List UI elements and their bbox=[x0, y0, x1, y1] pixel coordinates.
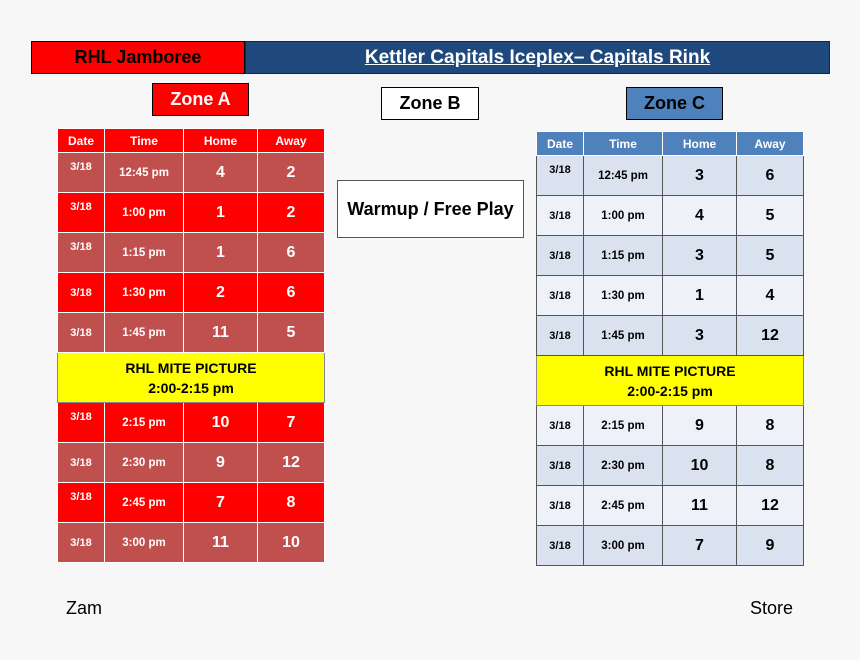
date-cell: 3/18 bbox=[537, 526, 584, 566]
date-cell: 3/18 bbox=[537, 446, 584, 486]
home-team-cell: 4 bbox=[663, 196, 737, 236]
rink-title: Kettler Capitals Iceplex– Capitals Rink bbox=[245, 41, 830, 74]
home-team-cell: 1 bbox=[184, 193, 258, 233]
away-team-cell: 8 bbox=[737, 406, 804, 446]
banner-time: 2:00-2:15 pm bbox=[148, 379, 234, 396]
away-team-cell: 6 bbox=[258, 233, 325, 273]
table-row bbox=[537, 316, 804, 356]
away-team-cell: 8 bbox=[737, 446, 804, 486]
zone-c-label: Zone C bbox=[626, 87, 723, 120]
home-team-cell: 3 bbox=[663, 236, 737, 276]
column-header-date: Date bbox=[537, 132, 584, 156]
date-cell: 3/18 bbox=[537, 316, 584, 356]
away-team-cell: 6 bbox=[258, 273, 325, 313]
table-row bbox=[58, 273, 325, 313]
table-row bbox=[58, 523, 325, 563]
home-team-cell: 7 bbox=[663, 526, 737, 566]
column-header-away: Away bbox=[258, 129, 325, 153]
away-team-cell: 9 bbox=[737, 526, 804, 566]
away-team-cell: 12 bbox=[737, 486, 804, 526]
date-cell: 3/18 bbox=[58, 483, 105, 523]
event-title: RHL Jamboree bbox=[31, 41, 245, 74]
time-cell: 1:15 pm bbox=[105, 233, 184, 273]
home-team-cell: 2 bbox=[184, 273, 258, 313]
away-team-cell: 2 bbox=[258, 153, 325, 193]
time-cell: 3:00 pm bbox=[105, 523, 184, 563]
zone-b-label: Zone B bbox=[381, 87, 479, 120]
table-row bbox=[58, 483, 325, 523]
date-cell: 3/18 bbox=[58, 523, 105, 563]
column-header-home: Home bbox=[184, 129, 258, 153]
zamboni-label: Zam bbox=[66, 598, 102, 618]
time-cell: 1:00 pm bbox=[584, 196, 663, 236]
column-header-time: Time bbox=[584, 132, 663, 156]
away-team-cell: 7 bbox=[258, 403, 325, 443]
time-cell: 3:00 pm bbox=[584, 526, 663, 566]
table-row bbox=[537, 406, 804, 446]
zone-a-label: Zone A bbox=[152, 83, 249, 116]
home-team-cell: 9 bbox=[184, 443, 258, 483]
away-team-cell: 12 bbox=[737, 316, 804, 356]
time-cell: 1:45 pm bbox=[105, 313, 184, 353]
away-team-cell: 6 bbox=[737, 156, 804, 196]
table-row bbox=[537, 236, 804, 276]
picture-break-row bbox=[58, 353, 325, 403]
home-team-cell: 10 bbox=[663, 446, 737, 486]
away-team-cell: 5 bbox=[258, 313, 325, 353]
table-row bbox=[537, 276, 804, 316]
zone-b-activity: Warmup / Free Play bbox=[337, 180, 524, 238]
time-cell: 1:45 pm bbox=[584, 316, 663, 356]
home-team-cell: 9 bbox=[663, 406, 737, 446]
date-cell: 3/18 bbox=[537, 196, 584, 236]
column-header-time: Time bbox=[105, 129, 184, 153]
time-cell: 2:45 pm bbox=[105, 483, 184, 523]
date-cell: 3/18 bbox=[58, 233, 105, 273]
date-cell: 3/18 bbox=[58, 273, 105, 313]
home-team-cell: 4 bbox=[184, 153, 258, 193]
time-cell: 12:45 pm bbox=[584, 156, 663, 196]
away-team-cell: 5 bbox=[737, 236, 804, 276]
home-team-cell: 3 bbox=[663, 156, 737, 196]
date-cell: 3/18 bbox=[537, 156, 584, 196]
zone-c-schedule-table bbox=[536, 131, 804, 566]
away-team-cell: 12 bbox=[258, 443, 325, 483]
time-cell: 1:15 pm bbox=[584, 236, 663, 276]
date-cell: 3/18 bbox=[537, 406, 584, 446]
home-team-cell: 11 bbox=[184, 313, 258, 353]
time-cell: 12:45 pm bbox=[105, 153, 184, 193]
time-cell: 1:30 pm bbox=[584, 276, 663, 316]
time-cell: 2:15 pm bbox=[584, 406, 663, 446]
date-cell: 3/18 bbox=[537, 276, 584, 316]
table-row bbox=[58, 153, 325, 193]
time-cell: 1:00 pm bbox=[105, 193, 184, 233]
table-row bbox=[58, 233, 325, 273]
time-cell: 1:30 pm bbox=[105, 273, 184, 313]
home-team-cell: 3 bbox=[663, 316, 737, 356]
table-row bbox=[58, 403, 325, 443]
away-team-cell: 5 bbox=[737, 196, 804, 236]
table-header-row bbox=[58, 129, 325, 153]
date-cell: 3/18 bbox=[58, 193, 105, 233]
store-label: Store bbox=[750, 598, 794, 618]
banner-time: 2:00-2:15 pm bbox=[627, 382, 713, 399]
time-cell: 2:30 pm bbox=[105, 443, 184, 483]
away-team-cell: 2 bbox=[258, 193, 325, 233]
date-cell: 3/18 bbox=[58, 313, 105, 353]
time-cell: 2:15 pm bbox=[105, 403, 184, 443]
table-row bbox=[58, 443, 325, 483]
date-cell: 3/18 bbox=[537, 486, 584, 526]
home-team-cell: 11 bbox=[663, 486, 737, 526]
date-cell: 3/18 bbox=[58, 443, 105, 483]
column-header-home: Home bbox=[663, 132, 737, 156]
table-row bbox=[537, 526, 804, 566]
time-cell: 2:30 pm bbox=[584, 446, 663, 486]
home-team-cell: 10 bbox=[184, 403, 258, 443]
table-row bbox=[537, 156, 804, 196]
column-header-date: Date bbox=[58, 129, 105, 153]
picture-break-row bbox=[537, 356, 804, 406]
table-row bbox=[537, 446, 804, 486]
date-cell: 3/18 bbox=[58, 153, 105, 193]
home-team-cell: 1 bbox=[663, 276, 737, 316]
table-row bbox=[58, 313, 325, 353]
column-header-away: Away bbox=[737, 132, 804, 156]
table-header-row bbox=[537, 132, 804, 156]
date-cell: 3/18 bbox=[58, 403, 105, 443]
zone-a-schedule-table bbox=[57, 128, 325, 563]
time-cell: 2:45 pm bbox=[584, 486, 663, 526]
banner-title: RHL MITE PICTURE bbox=[125, 359, 257, 376]
table-row bbox=[537, 196, 804, 236]
picture-break-banner bbox=[58, 353, 325, 403]
table-row bbox=[537, 486, 804, 526]
home-team-cell: 11 bbox=[184, 523, 258, 563]
table-row bbox=[58, 193, 325, 233]
away-team-cell: 8 bbox=[258, 483, 325, 523]
away-team-cell: 4 bbox=[737, 276, 804, 316]
home-team-cell: 7 bbox=[184, 483, 258, 523]
picture-break-banner bbox=[537, 356, 804, 406]
away-team-cell: 10 bbox=[258, 523, 325, 563]
date-cell: 3/18 bbox=[537, 236, 584, 276]
banner-title: RHL MITE PICTURE bbox=[604, 362, 736, 379]
home-team-cell: 1 bbox=[184, 233, 258, 273]
